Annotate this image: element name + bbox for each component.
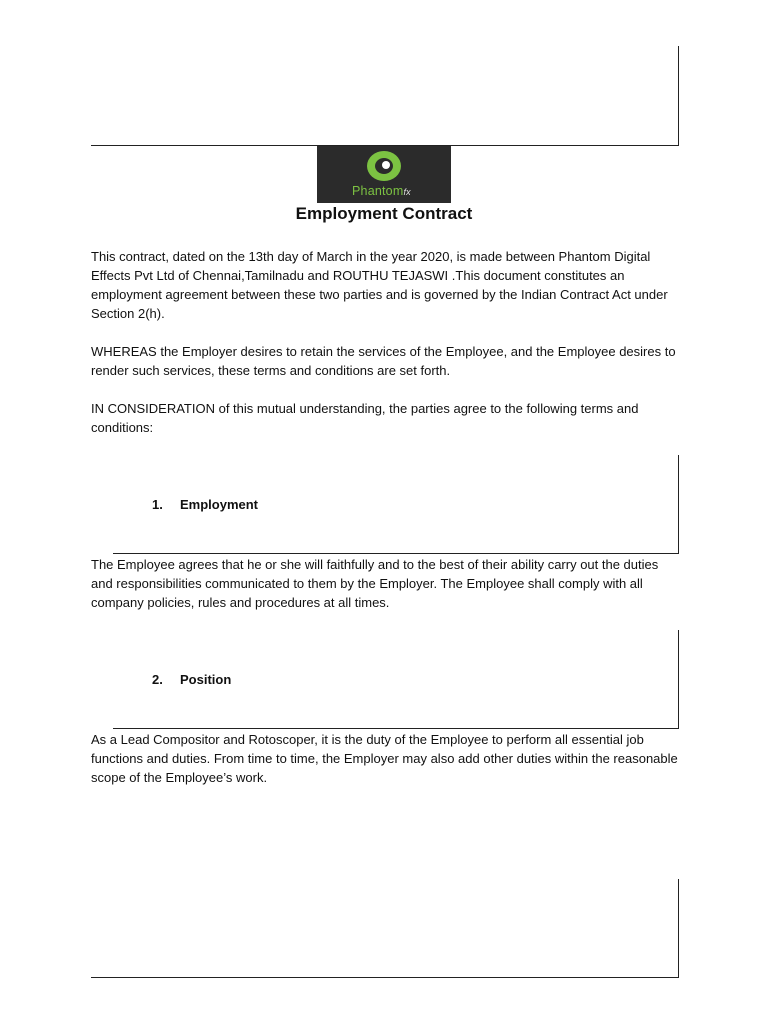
section-2-number: 2. <box>152 672 163 687</box>
section-1-border-bottom <box>113 553 679 554</box>
section-2-body: As a Lead Compositor and Rotoscoper, it is the duty of the Employee to perform all essential job functions and duties. From time to time, the Employer may also add other duties within the reasonable scope of the Employee’s work. <box>91 732 678 785</box>
logo-wordmark: Phantomfx <box>352 184 411 198</box>
header-border-right <box>678 46 679 146</box>
document-title: Employment Contract <box>295 204 473 223</box>
section-1-number: 1. <box>152 497 163 512</box>
whereas-paragraph: WHEREAS the Employer desires to retain the services of the Employee, and the Employee desires to render such services, these terms and conditions are set forth. <box>91 344 676 378</box>
section-2-title: Position <box>180 672 232 687</box>
company-logo <box>317 146 451 203</box>
section-2-heading <box>152 672 231 687</box>
section-1-border-right <box>678 455 679 554</box>
footer-border-bottom <box>91 977 679 978</box>
section-2-border-bottom <box>113 728 679 729</box>
phantom-eye-icon <box>365 149 403 185</box>
section-2-border-right <box>678 630 679 729</box>
section-1-body: The Employee agrees that he or she will faithfully and to the best of their ability carry out the duties and responsibilities communicated to them by the Employer. The Employee shall comply with all company policies, rules and procedures at all times. <box>91 557 659 610</box>
intro-paragraph: This contract, dated on the 13th day of March in the year 2020, is made between Phantom Digital Effects Pvt Ltd of Chennai,Tamilnadu and ROUTHU TEJASWI .This document constitutes an employment agreement between these two parties and is governed by the Indian Contract Act under Section 2(h). <box>91 249 668 321</box>
section-1-title: Employment <box>180 497 259 512</box>
footer-border-right <box>678 879 679 978</box>
consideration-paragraph: IN CONSIDERATION of this mutual understanding, the parties agree to the following terms and conditions: <box>91 401 639 435</box>
section-1-heading <box>152 497 258 512</box>
